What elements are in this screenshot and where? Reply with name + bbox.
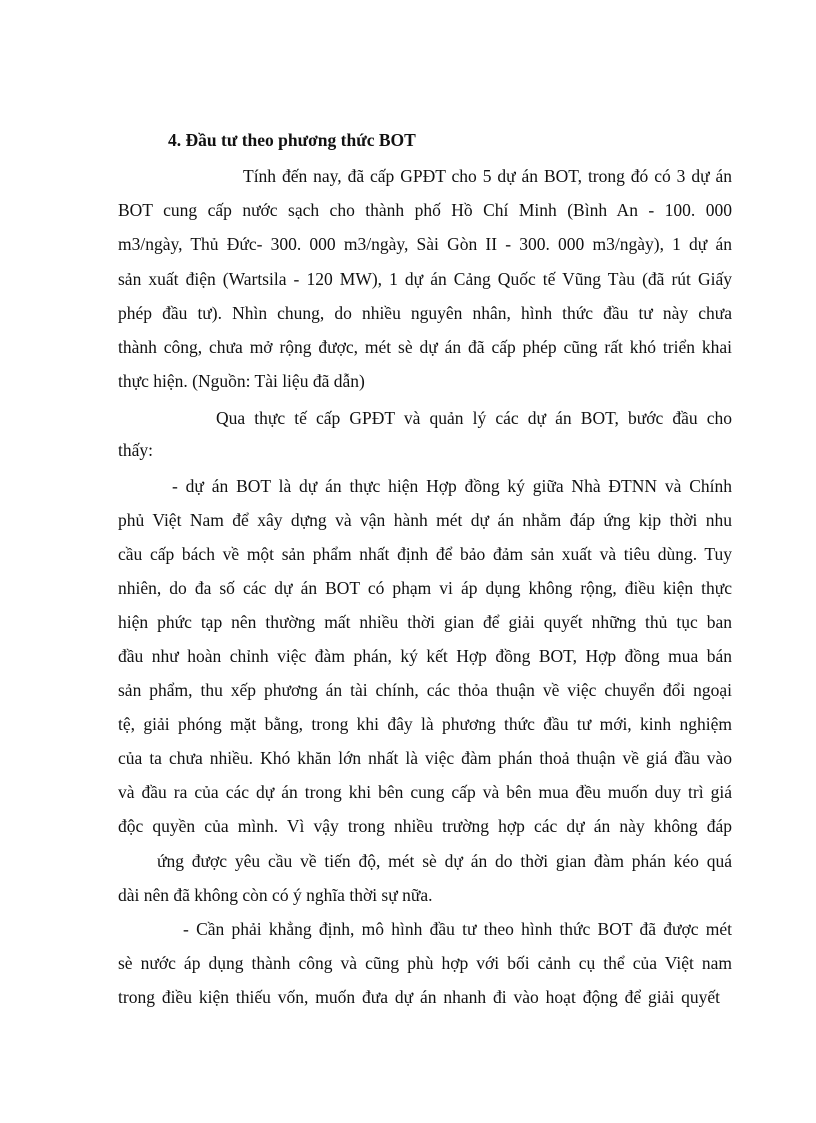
paragraph-3-line-7: sản phẩm, thu xếp phương án tài chính, các thỏa thuận về việc chuyển đổi ngoại <box>118 680 732 700</box>
section-heading: 4. Đầu tư theo phương thức BOT <box>168 130 416 150</box>
paragraph-3-line-10: và đầu ra của các dự án trong khi bên cung cấp và bên mua đều muốn duy trì giá <box>118 782 732 802</box>
paragraph-1-line-3: m3/ngày, Thủ Đức- 300. 000 m3/ngày, Sài Gòn II - 300. 000 m3/ngày), 1 dự án <box>118 234 732 254</box>
paragraph-1-line-2: BOT cung cấp nước sạch cho thành phố Hồ Chí Minh (Bình An - 100. 000 <box>118 200 732 220</box>
paragraph-3-line-4: nhiên, do đa số các dự án BOT có phạm vi áp dụng không rộng, điều kiện thực <box>118 578 732 598</box>
paragraph-1-line-5: phép đầu tư). Nhìn chung, do nhiều nguyên nhân, hình thức đầu tư này chưa <box>118 303 732 323</box>
paragraph-1-line-4: sản xuất điện (Wartsila - 120 MW), 1 dự án Cảng Quốc tế Vũng Tàu (đã rút Giấy <box>118 269 732 289</box>
paragraph-4-line-2: sè nước áp dụng thành công và cũng phù hợp với bối cảnh cụ thể của Việt nam <box>118 953 732 973</box>
paragraph-3-line-3: cầu cấp bách về một sản phẩm nhất định để bảo đảm sản xuất và tiêu dùng. Tuy <box>118 544 732 564</box>
paragraph-4-line-1: - Cần phải khẳng định, mô hình đầu tư theo hình thức BOT đã được mét <box>183 919 732 939</box>
paragraph-1-line-7: thực hiện. (Nguồn: Tài liệu đã dẫn) <box>118 371 365 391</box>
paragraph-1-line-1: Tính đến nay, đã cấp GPĐT cho 5 dự án BOT, trong đó có 3 dự án <box>243 166 732 186</box>
paragraph-3-line-13: dài nên đã không còn có ý nghĩa thời sự nữa. <box>118 885 433 905</box>
paragraph-3-line-9: của ta chưa nhiều. Khó khăn lớn nhất là việc đàm phán thoả thuận về giá đầu vào <box>118 748 732 768</box>
paragraph-2-line-2: thấy: <box>118 440 153 460</box>
paragraph-3-line-5: hiện phức tạp nên thường mất nhiều thời gian để giải quyết những thủ tục ban <box>118 612 732 632</box>
paragraph-3-line-2: phủ Việt Nam để xây dựng và vận hành mét dự án nhằm đáp ứng kịp thời nhu <box>118 510 732 530</box>
paragraph-3-line-8: tệ, giải phóng mặt bằng, trong khi đây là phương thức đầu tư mới, kinh nghiệm <box>118 714 732 734</box>
paragraph-3-line-11: độc quyền của mình. Vì vậy trong nhiều trường hợp các dự án này không đáp <box>118 816 732 836</box>
paragraph-3-line-1: - dự án BOT là dự án thực hiện Hợp đồng ký giữa Nhà ĐTNN và Chính <box>172 476 732 496</box>
paragraph-3-line-6: đầu như hoàn chỉnh việc đàm phán, ký kết Hợp đồng BOT, Hợp đồng mua bán <box>118 646 732 666</box>
paragraph-2-line-1: Qua thực tế cấp GPĐT và quản lý các dự án BOT, bước đầu cho <box>216 408 732 428</box>
paragraph-4-line-3: trong điều kiện thiếu vốn, muốn đưa dự án nhanh đi vào hoạt động để giải quyết <box>118 987 720 1007</box>
paragraph-1-line-6: thành công, chưa mở rộng được, mét sè dự án đã cấp phép cũng rất khó triển khai <box>118 337 732 357</box>
paragraph-3-line-12: ứng được yêu cầu về tiến độ, mét sè dự án do thời gian đàm phán kéo quá <box>157 851 732 871</box>
